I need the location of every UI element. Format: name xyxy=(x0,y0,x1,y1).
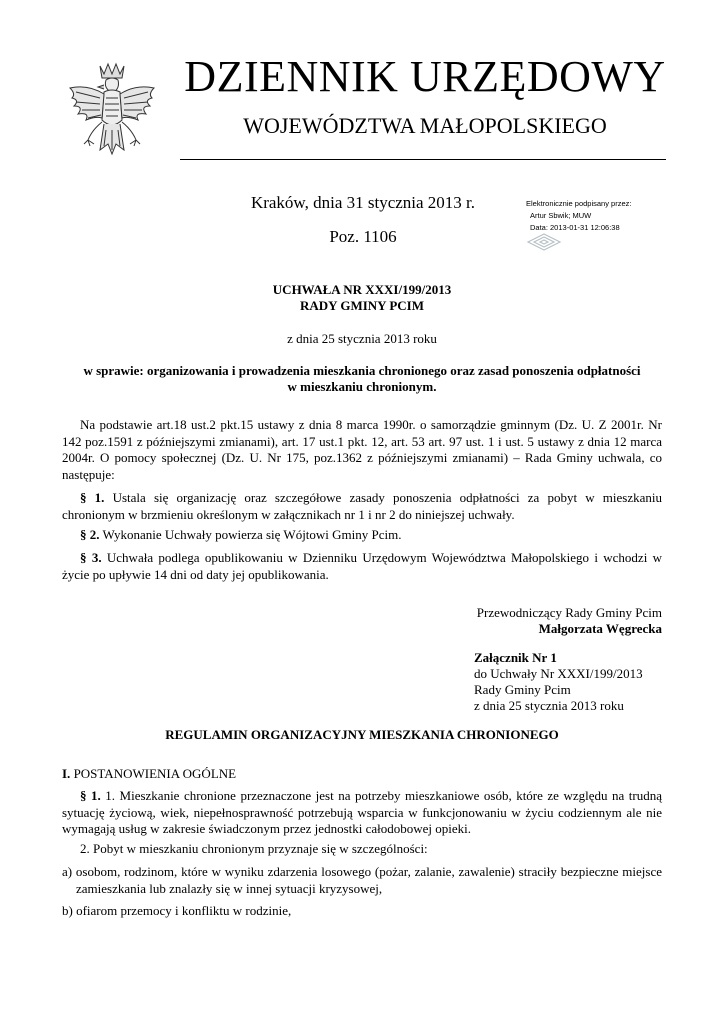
resolution-date: z dnia 25 stycznia 2013 roku xyxy=(287,331,437,346)
section-heading-number: I. xyxy=(62,766,71,781)
attachment-date: z dnia 25 stycznia 2013 roku xyxy=(474,698,624,713)
section-3 xyxy=(62,550,662,583)
position-number: Poz. 1106 xyxy=(329,227,397,246)
section-3-label: § 3. xyxy=(80,550,102,565)
attachment-title: Załącznik Nr 1 xyxy=(474,650,557,665)
preamble: Na podstawie art.18 ust.2 pkt.15 ustawy z dnia 8 marca 1990r. o samorządzie gminnym (Dz. U. Z 2001r. Nr 142 poz.1591 z późniejszymi zmianami), art. 17 ust.1 pkt. 12, art. 53 art. 97 ust. 1 i ust. 5 ustawy z dnia 12 marca 2004r. O pomocy społecznej (Dz. U. Nr 175, poz.1362 z późniejszymi zmianami) – Rada Gminy uchwala, co następuje: xyxy=(62,417,662,482)
esign-signer: Artur Sbwik; MUW xyxy=(530,211,592,220)
attachment-council: Rady Gminy Pcim xyxy=(474,682,571,697)
header-divider xyxy=(180,159,666,160)
resolution-subject-line1: w sprawie: organizowania i prowadzenia mieszkania chronionego oraz zasad ponoszenia odpłatności xyxy=(83,363,641,378)
list-item-b: b) ofiarom przemocy i konfliktu w rodzinie, xyxy=(62,903,292,918)
regulation-paragraph-2: 2. Pobyt w mieszkaniu chronionym przyznaje się w szczególności: xyxy=(80,841,428,856)
regulation-paragraph-1-label: § 1. xyxy=(80,788,101,803)
signatory-role: Przewodniczący Rady Gminy Pcim xyxy=(476,605,662,620)
list-item-a: a) osobom, rodzinom, które w wyniku zdarzenia losowego (pożar, zalanie, zawalenie) straciły bezpieczne miejsce zamieszkania lub znalazły się w innej sytuacji kryzysowej, xyxy=(62,864,662,896)
section-1-text: Ustala się organizację oraz szczegółowe zasady ponoszenia odpłatności za pobyt w mieszkaniu chronionym w brzmieniu określonym w załącznikach nr 1 i nr 2 do niniejszej uchwały. xyxy=(62,490,662,522)
signature-seal-icon xyxy=(524,232,564,252)
resolution-subject-line2: w mieszkaniu chronionym. xyxy=(287,379,437,394)
eagle-emblem-icon xyxy=(62,58,162,168)
esign-date: Data: 2013-01-31 12:06:38 xyxy=(530,223,620,232)
section-2 xyxy=(62,527,662,544)
section-3-text: Uchwała podlega opublikowaniu w Dzienniku Urzędowym Województwa Małopolskiego i wchodzi w życie po upływie 14 dni od daty jej opublikowania. xyxy=(62,550,663,582)
electronic-signature-block xyxy=(524,198,674,234)
resolution-body: RADY GMINY PCIM xyxy=(300,298,424,313)
regulation-paragraph-1-text: 1. Mieszkanie chronione przeznaczone jest na potrzeby mieszkaniowe osób, które ze względu na trudną sytuację życiową, wiek, niepełnosprawność potrzebują wsparcia w funkcjonowaniu w życiu codziennym ale nie wymagają usług w zakresie świadczonym przez jednostki całodobowej opieki. xyxy=(62,788,663,836)
section-2-label: § 2. xyxy=(80,527,100,542)
journal-subtitle: WOJEWÓDZTWA MAŁOPOLSKIEGO xyxy=(243,113,607,138)
esign-label: Elektronicznie podpisany przez: xyxy=(526,199,632,208)
section-2-text: Wykonanie Uchwały powierza się Wójtowi Gminy Pcim. xyxy=(99,527,402,542)
regulation-title: REGULAMIN ORGANIZACYJNY MIESZKANIA CHRONIONEGO xyxy=(165,727,559,742)
section-1 xyxy=(62,490,662,523)
section-heading xyxy=(62,766,662,783)
attachment-ref: do Uchwały Nr XXXI/199/2013 xyxy=(474,666,643,681)
section-1-label: § 1. xyxy=(80,490,105,505)
section-heading-title: POSTANOWIENIA OGÓLNE xyxy=(70,766,237,781)
resolution-number: UCHWAŁA NR XXXI/199/2013 xyxy=(272,282,452,297)
regulation-paragraph-1 xyxy=(62,788,662,838)
publication-date: Kraków, dnia 31 stycznia 2013 r. xyxy=(250,193,476,212)
journal-title: DZIENNIK URZĘDOWY xyxy=(184,52,666,101)
signatory-name: Małgorzata Węgrecka xyxy=(538,621,662,636)
